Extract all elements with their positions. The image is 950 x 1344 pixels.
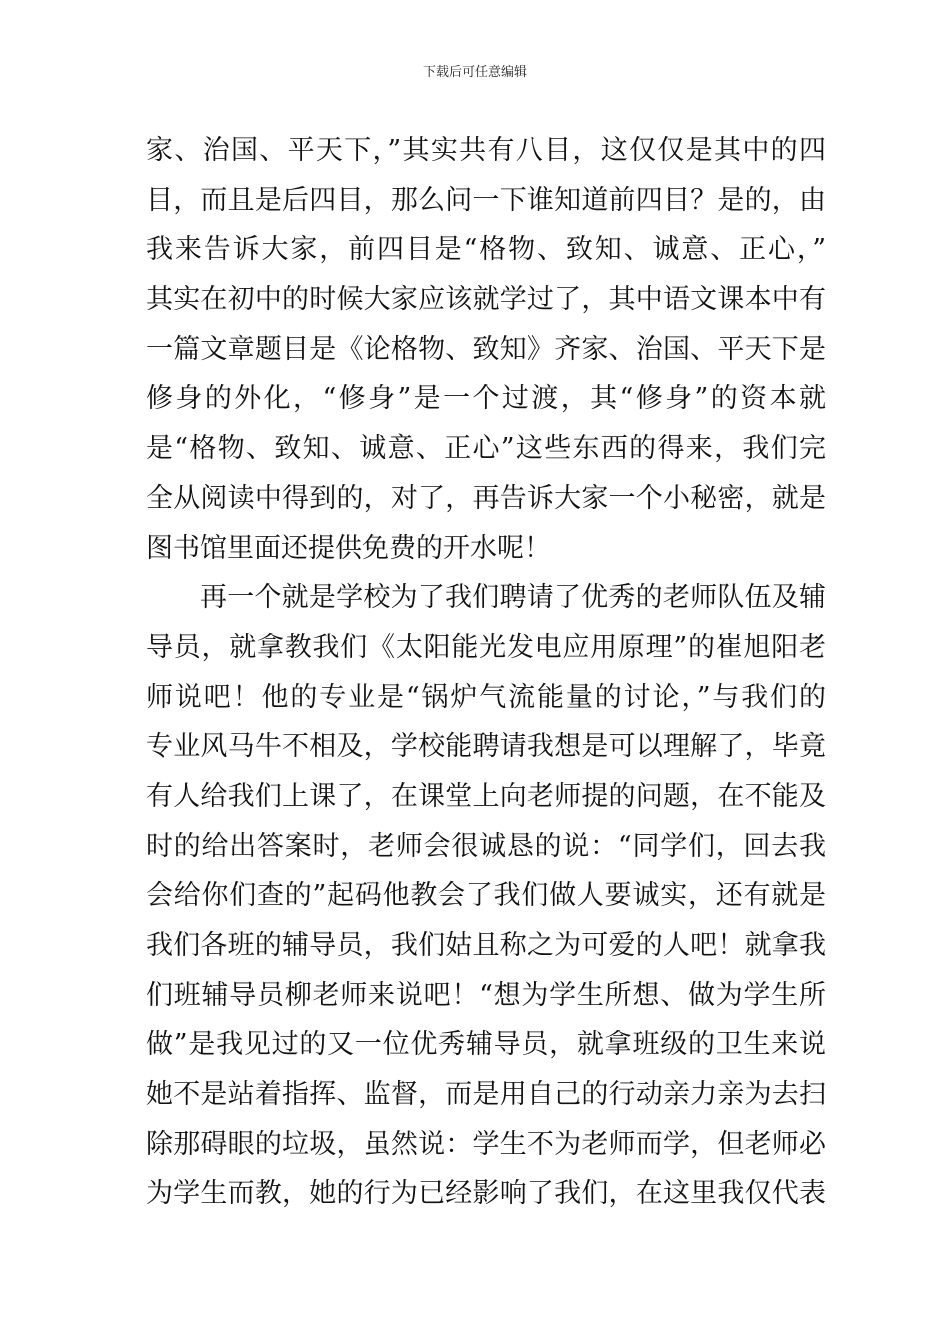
- text-line: 修身的外化，“修身”是一个过渡，其“修身”的资本就: [146, 383, 826, 415]
- text-line: 除那碍眼的垃圾，虽然说：学生不为老师而学，但老师必: [146, 1128, 826, 1160]
- text-line: 导员，就拿教我们《太阳能光发电应用原理”的崔旭阳老: [146, 631, 826, 663]
- text-line: 我们各班的辅导员，我们姑且称之为可爱的人吧！就拿我: [146, 930, 826, 961]
- text-line: 再一个就是学校为了我们聘请了优秀的老师队伍及辅: [200, 582, 826, 614]
- text-line: 是“格物、致知、诚意、正心”这些东西的得来，我们完: [146, 433, 826, 465]
- text-line: 师说吧！他的专业是“锅炉气流能量的讨论，”与我们的: [146, 681, 826, 713]
- text-line: 家、治国、平天下，”其实共有八目，这仅仅是其中的四: [146, 135, 826, 166]
- paragraph-2: [146, 573, 826, 1219]
- text-line: 有人给我们上课了，在课堂上向老师提的问题，在不能及: [146, 780, 826, 812]
- text-line: 做”是我见过的又一位优秀辅导员，就拿班级的卫生来说: [146, 1029, 826, 1061]
- text-line: 专业风马牛不相及，学校能聘请我想是可以理解了，毕竟: [146, 731, 826, 763]
- text-line: 一篇文章题目是《论格物、致知》齐家、治国、平天下是: [146, 333, 826, 365]
- text-line: 其实在初中的时候大家应该就学过了，其中语文课本中有: [146, 284, 826, 316]
- text-line: 们班辅导员柳老师来说吧！“想为学生所想、做为学生所: [146, 979, 826, 1011]
- text-line: 全从阅读中得到的，对了，再告诉大家一个小秘密，就是: [146, 482, 826, 514]
- text-line: 时的给出答案时，老师会很诚恳的说：“同学们，回去我: [146, 830, 826, 862]
- text-line: 她不是站着指挥、监督，而是用自己的行动亲力亲为去扫: [146, 1079, 826, 1111]
- text-line: 目，而且是后四目，那么问一下谁知道前四目？是的，由: [146, 184, 826, 216]
- text-line: 我来告诉大家，前四目是“格物、致知、诚意、正心，”: [146, 234, 826, 266]
- text-line: 会给你们查的”起码他教会了我们做人要诚实，还有就是: [146, 880, 826, 912]
- text-line: 图书馆里面还提供免费的开水呢！: [146, 532, 551, 564]
- text-line: 为学生而教，她的行为已经影响了我们，在这里我仅代表: [146, 1178, 826, 1210]
- paragraph-1: [146, 126, 826, 573]
- document-body: [146, 126, 826, 1219]
- page-header: 下载后可任意编辑: [422, 65, 527, 80]
